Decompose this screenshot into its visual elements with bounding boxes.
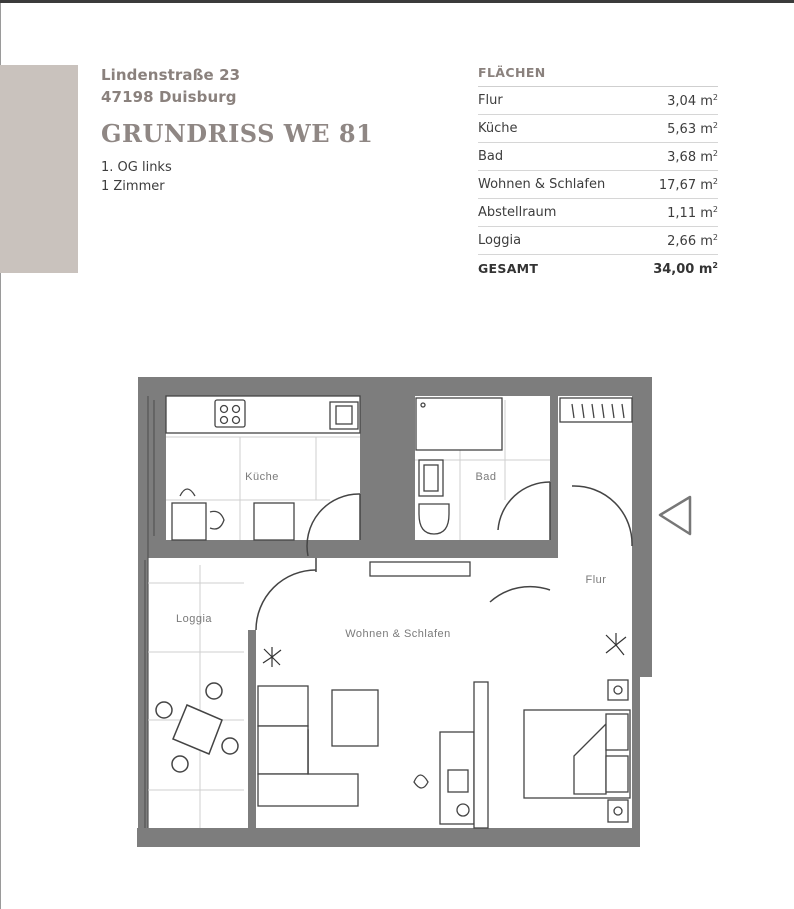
room-label-bath: Bad: [475, 471, 497, 483]
area-value: 3,68 $m^2$: [667, 148, 718, 165]
page-title: GRUNDRISS WE 81: [101, 119, 374, 148]
room-label-loggia: Loggia: [175, 613, 213, 625]
accent-block: [0, 65, 78, 273]
top-border: [0, 0, 794, 3]
floor-info: 1. OG links: [101, 160, 172, 175]
area-label: Küche: [478, 121, 518, 136]
area-row: [478, 171, 718, 199]
total-label: GESAMT: [478, 261, 539, 276]
area-label: Wohnen & Schlafen: [478, 177, 606, 192]
area-row: [478, 87, 718, 115]
area-row: [478, 227, 718, 255]
area-value: 3,04 $m^2$: [667, 92, 718, 109]
area-label: Abstellraum: [478, 205, 557, 220]
area-value: 5,63 $m^2$: [667, 120, 718, 137]
area-value: 1,11 $m^2$: [667, 204, 718, 221]
areas-heading: FLÄCHEN: [478, 64, 718, 87]
area-total-row: [478, 255, 718, 282]
area-label: Bad: [478, 149, 504, 164]
area-row: [478, 115, 718, 143]
entrance-arrow-icon: [660, 497, 690, 534]
area-label: Flur: [478, 93, 503, 108]
street: Lindenstraße 23: [101, 66, 241, 84]
room-count: 1 Zimmer: [101, 179, 165, 194]
floor-plan: [0, 360, 794, 860]
area-row: [478, 199, 718, 227]
areas-table: [478, 64, 718, 282]
area-label: Loggia: [478, 233, 522, 248]
room-label-living: Wohnen & Schlafen: [345, 628, 451, 640]
room-label-kitchen: Küche: [245, 471, 279, 483]
storage-shelf: [560, 398, 632, 422]
unit-info: [101, 158, 172, 196]
area-row: [478, 143, 718, 171]
address: [101, 64, 240, 108]
area-value: 17,67 $m^2$: [658, 176, 718, 193]
area-value: 2,66 $m^2$: [667, 232, 718, 249]
city: 47198 Duisburg: [101, 88, 237, 106]
total-value: 34,00 $m^2$: [653, 260, 718, 277]
room-label-hall: Flur: [585, 574, 607, 586]
